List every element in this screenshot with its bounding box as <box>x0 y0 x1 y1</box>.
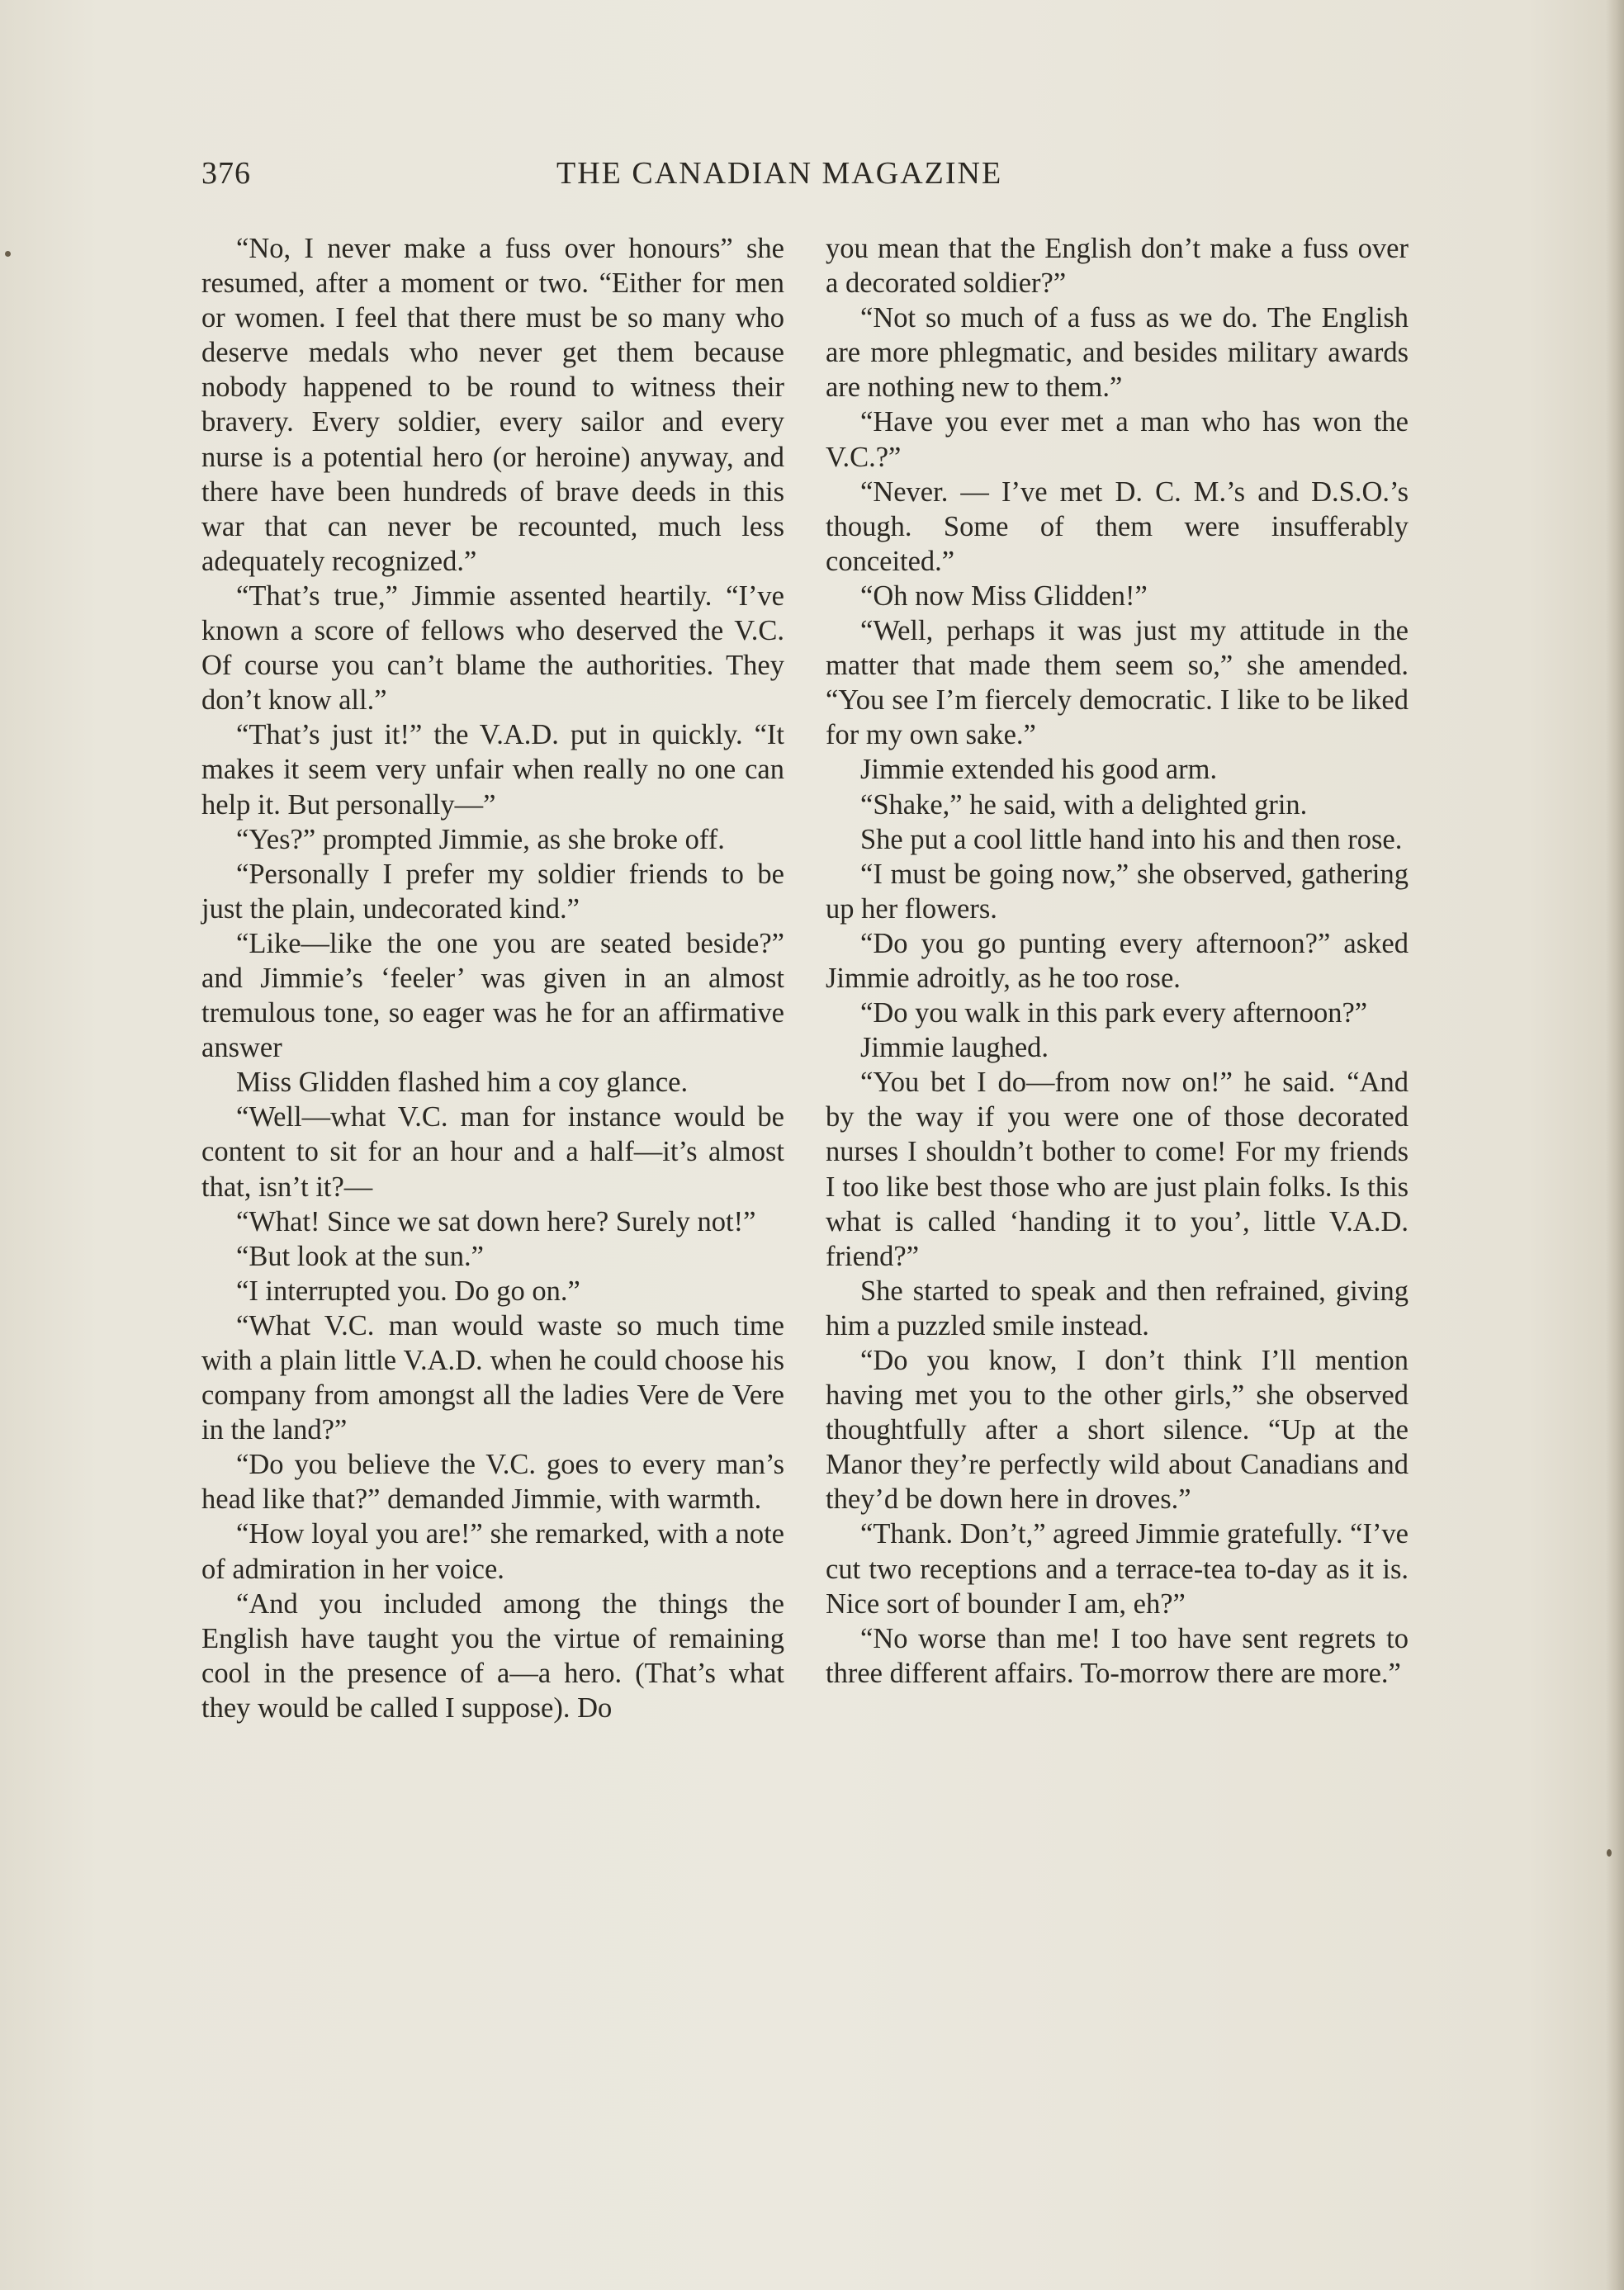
paragraph: “And you included among the things the English have taught you the virtue of remaining cool in the presence of a—a hero. (That’s what they would be called I suppose). Do <box>201 1587 784 1724</box>
paragraph: “Thank. Don’t,” agreed Jimmie gratefully. “I’ve cut two receptions and a terrace-tea to-day as it is. Nice sort of bounder I am, eh?” <box>826 1518 1409 1620</box>
paragraph: “What V.C. man would waste so much time with a plain little V.A.D. when he could choose his company from amongst all the ladies Vere de Vere in the land?” <box>201 1309 784 1446</box>
paragraph: “Have you ever met a man who has won the V.C.?” <box>826 406 1409 473</box>
right-column <box>826 231 1409 1691</box>
paragraph-continuation: you mean that the English don’t make a fuss over a decorated soldier?” <box>826 233 1409 300</box>
paragraph: “Never. — I’ve met D. C. M.’s and D.S.O.’s though. Some of them were insufferably conceited.” <box>826 476 1409 577</box>
paragraph: “Well, perhaps it was just my attitude in the matter that made them seem so,” she amended. “You see I’m fiercely democratic. I like to be liked for my own sake.” <box>826 615 1409 751</box>
paragraph: “Oh now Miss Glidden!” <box>860 580 1148 612</box>
ink-speck <box>1607 1849 1612 1857</box>
paragraph: “Well—what V.C. man for instance would be content to sit for an hour and a half—it’s almost that, isn’t it?— <box>201 1101 784 1203</box>
paragraph: “Do you go punting every afternoon?” asked Jimmie adroitly, as he too rose. <box>826 927 1409 994</box>
left-column <box>201 231 784 1725</box>
paragraph: She started to speak and then refrained, giving him a puzzled smile instead. <box>826 1275 1409 1341</box>
paragraph: Jimmie laughed. <box>860 1032 1049 1064</box>
page-header <box>201 149 1407 198</box>
paragraph: “How loyal you are!” she remarked, with a note of admiration in her voice. <box>201 1518 784 1585</box>
paragraph: “Shake,” he said, with a delighted grin. <box>860 788 1308 821</box>
paragraph: “Personally I prefer my soldier friends to be just the plain, undecorated kind.” <box>201 858 784 925</box>
page-number: 376 <box>201 156 251 191</box>
paragraph: “No worse than me! I too have sent regrets to three different affairs. To-morrow there are more.” <box>826 1622 1409 1689</box>
paragraph: “I must be going now,” she observed, gathering up her flowers. <box>826 858 1409 925</box>
paragraph: “But look at the sun.” <box>236 1240 484 1272</box>
paragraph: “That’s true,” Jimmie assented heartily. “I’ve known a score of fellows who deserved the V.C. Of course you can’t blame the authorities. They don’t know all.” <box>201 580 784 717</box>
paragraph: “That’s just it!” the V.A.D. put in quickly. “It makes it seem very unfair when really no one can help it. But personally—” <box>201 719 784 821</box>
paragraph: “Do you believe the V.C. goes to every man’s head like that?” demanded Jimmie, with warmth. <box>201 1449 784 1516</box>
paragraph: She put a cool little hand into his and then rose. <box>860 823 1403 855</box>
paragraph: “Do you walk in this park every afternoon?” <box>860 997 1368 1029</box>
paragraph: “Like—like the one you are seated beside?” and Jimmie’s ‘feeler’ was given in an almost tremulous tone, so eager was he for an affirmative answer <box>201 927 784 1064</box>
paragraph: “No, I never make a fuss over honours” she resumed, after a moment or two. “Either for men or women. I feel that there must be so many who deserve medals who never get them because nobody happened to be round to witness their bravery. Every soldier, every sailor and every nurse is a potential hero (or heroine) anyway, and there have been hundreds of brave deeds in this war that can never be recounted, much less adequately recognized.” <box>201 233 784 577</box>
ink-speck <box>5 251 11 257</box>
paragraph: Miss Glidden flashed him a coy glance. <box>236 1067 689 1099</box>
paragraph: “What! Since we sat down here? Surely not!” <box>236 1205 756 1237</box>
paragraph: “Do you know, I don’t think I’ll mention having met you to the other girls,” she observed thoughtfully after a short silence. “Up at the Manor they’re perfectly wild about Canadians and they’d be down here in droves.” <box>826 1345 1409 1516</box>
paragraph: “Not so much of a fuss as we do. The English are more phlegmatic, and besides military awards are nothing new to them.” <box>826 302 1409 404</box>
paragraph: “I interrupted you. Do go on.” <box>236 1275 580 1307</box>
page-edge-shadow <box>1606 0 1624 2290</box>
running-title: THE CANADIAN MAGAZINE <box>556 156 1003 191</box>
paragraph: “You bet I do—from now on!” he said. “And by the way if you were one of those decorated nurses I shouldn’t bother to come! For my friends I too like best those who are just plain folks. Is this what is called ‘handing it to you’, little V.A.D. friend?” <box>826 1067 1409 1272</box>
paragraph: “Yes?” prompted Jimmie, as she broke off. <box>236 823 725 855</box>
paragraph: Jimmie extended his good arm. <box>860 754 1218 786</box>
